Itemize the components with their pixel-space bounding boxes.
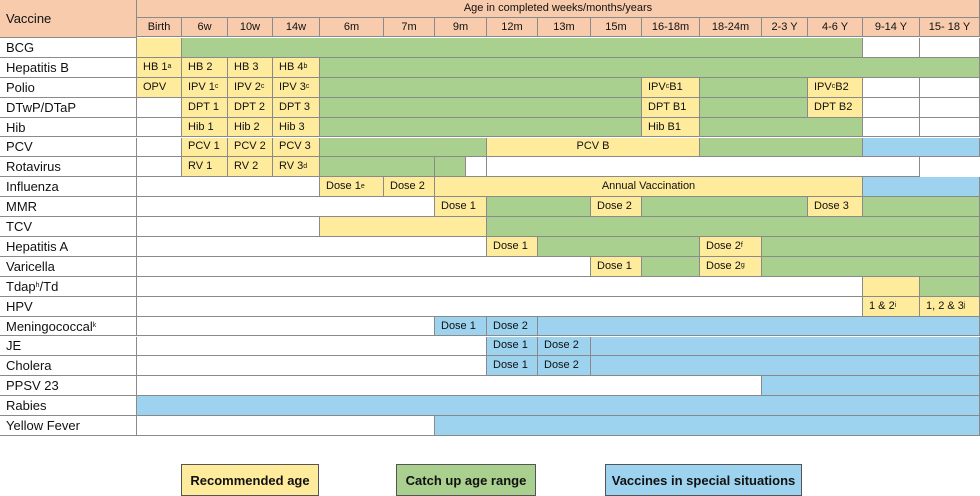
schedule-cell-dose: [182, 58, 228, 78]
column-header: [591, 18, 642, 37]
schedule-cell: [320, 138, 487, 158]
vaccine-name: [0, 396, 137, 416]
vaccine-name: [0, 157, 137, 177]
schedule-cell: [538, 317, 980, 337]
column-header: [487, 18, 538, 37]
column-header-label: 15m: [605, 20, 627, 33]
schedule-cell-dose: HB 4 b: [273, 58, 320, 78]
dose-label: Dose 1: [493, 339, 528, 352]
vaccine-name-label: DTwP/DTaP: [6, 99, 77, 115]
column-header: [384, 18, 435, 37]
legend-recommended-label: Recommended age: [190, 472, 310, 488]
schedule-cell: [700, 118, 863, 138]
schedule-cell: [320, 118, 642, 138]
schedule-cell: [863, 38, 920, 58]
dose-label-suffix: B1: [669, 80, 683, 93]
schedule-cell: [137, 157, 182, 177]
schedule-cell: [320, 157, 435, 177]
vaccine-name-label: PCV: [6, 139, 33, 155]
schedule-cell-dose: [228, 58, 273, 78]
dose-label: Hib 3: [279, 120, 305, 133]
schedule-cell-dose: [435, 177, 863, 197]
column-header: [435, 18, 487, 37]
vaccine-column-header: [0, 0, 137, 38]
schedule-cell: [137, 317, 435, 337]
legend-catch-up-label: Catch up age range: [405, 472, 527, 488]
column-header-label: 4-6 Y: [821, 20, 849, 33]
column-header: [182, 18, 228, 37]
schedule-cell: [137, 118, 182, 138]
column-header-label: 6w: [197, 20, 212, 33]
vaccine-name: [0, 118, 137, 138]
schedule-cell: [863, 78, 920, 98]
vaccine-name: [0, 98, 137, 118]
column-header-label: 9m: [452, 20, 469, 33]
vaccine-name-label: Meningococcal: [6, 318, 93, 334]
column-header: [538, 18, 591, 37]
schedule-cell-dose: IPV 1 c: [182, 78, 228, 98]
dose-label: DPT B2: [814, 100, 853, 113]
schedule-cell-dose: [273, 98, 320, 118]
schedule-cell-dose: [228, 118, 273, 138]
dose-label: 1, 2 & 3: [926, 299, 964, 312]
schedule-cell-dose: [273, 118, 320, 138]
schedule-cell-dose: [435, 317, 487, 337]
vaccine-name-label: Influenza: [6, 179, 59, 195]
dose-label: Dose 2: [390, 180, 425, 193]
dose-label: OPV: [143, 80, 167, 93]
schedule-cell-dose: [808, 98, 863, 118]
schedule-cell-dose: RV 3 d: [273, 157, 320, 177]
column-header-label: 15- 18 Y: [928, 20, 971, 33]
schedule-cell-dose: [182, 98, 228, 118]
vaccine-name: [0, 78, 137, 98]
vaccine-name-label: Rabies: [6, 398, 47, 414]
schedule-cell: [642, 257, 700, 277]
dose-label: Dose 1: [493, 359, 528, 372]
schedule-cell: [642, 197, 808, 217]
column-header: [863, 18, 920, 37]
dose-label: RV 1: [188, 160, 213, 173]
column-header-label: 2-3 Y: [771, 20, 798, 33]
dose-label-suffix: B2: [835, 80, 849, 93]
schedule-cell: [137, 356, 487, 376]
schedule-cell: [182, 38, 863, 58]
dose-label: Dose 3: [814, 200, 849, 213]
schedule-cell: [320, 217, 487, 237]
dose-label: IPV: [814, 80, 832, 93]
schedule-cell-dose: Dose 1 e: [320, 177, 384, 197]
schedule-cell: [137, 257, 591, 277]
dose-label: Dose 2: [493, 319, 528, 332]
column-header-label: Birth: [147, 20, 171, 33]
dose-label: PCV 2: [234, 140, 266, 153]
schedule-cell: [435, 416, 980, 436]
dose-label: Dose 2: [544, 359, 579, 372]
schedule-cell-dose: [487, 138, 700, 158]
vaccine-name: [0, 257, 137, 277]
column-header-label: 13m: [553, 20, 575, 33]
dose-label: Dose 1: [493, 239, 528, 252]
schedule-cell-dose: [487, 317, 538, 337]
column-header: [273, 18, 320, 37]
schedule-cell: [487, 217, 980, 237]
schedule-cell: [762, 376, 980, 396]
schedule-cell: [137, 337, 487, 357]
schedule-cell: [137, 277, 863, 297]
column-header: [762, 18, 808, 37]
schedule-cell: [137, 396, 980, 416]
vaccine-name: [0, 58, 137, 78]
schedule-cell: [137, 217, 320, 237]
schedule-cell-dose: Dose 2 g: [700, 257, 762, 277]
schedule-cell-dose: [487, 337, 538, 357]
schedule-cell-dose: [384, 177, 435, 197]
schedule-cell-dose: [273, 138, 320, 158]
legend-catch-up-range: [396, 464, 536, 496]
schedule-cell-dose: IPV c B1: [642, 78, 700, 98]
vaccine-name-label: PPSV 23: [6, 378, 59, 394]
schedule-cell-dose: [642, 118, 700, 138]
dose-label: Hib 2: [234, 120, 260, 133]
schedule-cell-dose: [182, 157, 228, 177]
dose-label: RV 3: [279, 160, 304, 173]
vaccine-name-label: Hepatitis B: [6, 59, 69, 75]
dose-label: IPV: [648, 80, 666, 93]
schedule-cell-dose: [228, 138, 273, 158]
vaccine-name-label: Hepatitis A: [6, 238, 69, 254]
schedule-cell: [137, 138, 182, 158]
column-header-label: 14w: [285, 20, 307, 33]
vaccine-name-label: BCG: [6, 39, 35, 55]
vaccine-name: [0, 197, 137, 217]
dose-label: Dose 2: [597, 200, 632, 213]
dose-label: Dose 2: [544, 339, 579, 352]
dose-label: PCV B: [576, 140, 610, 153]
legend-special-situations: [605, 464, 802, 496]
column-header-label: 16-18m: [651, 20, 690, 33]
schedule-cell: [137, 376, 762, 396]
schedule-cell-dose: 1 & 2 i: [863, 297, 920, 317]
schedule-cell: [920, 98, 980, 118]
schedule-cell-dose: [591, 197, 642, 217]
schedule-cell: [863, 177, 980, 197]
dose-label: IPV 3: [279, 80, 306, 93]
column-header-label: 12m: [501, 20, 523, 33]
schedule-cell: [920, 118, 980, 138]
schedule-cell: [538, 237, 700, 257]
column-header-label: 6m: [343, 20, 360, 33]
vaccine-name-label: Tdap: [6, 278, 36, 294]
legend-recommended-age: [181, 464, 319, 496]
schedule-cell-dose: [137, 78, 182, 98]
column-header: [137, 18, 182, 37]
schedule-cell-dose: 1, 2 & 3 j: [920, 297, 980, 317]
dose-label: PCV 3: [279, 140, 311, 153]
schedule-cell: [700, 78, 808, 98]
schedule-cell: [137, 416, 435, 436]
column-header: [228, 18, 273, 37]
schedule-cell-dose: [538, 356, 591, 376]
schedule-cell: [320, 78, 642, 98]
schedule-cell: [320, 98, 642, 118]
dose-label: HB 2: [188, 60, 213, 73]
vaccine-name-label: HPV: [6, 298, 33, 314]
dose-label: DPT 3: [279, 100, 310, 113]
vaccine-name: [0, 138, 137, 158]
schedule-cell-dose: [487, 356, 538, 376]
vaccine-header-label: Vaccine: [6, 11, 52, 26]
schedule-cell: [700, 138, 863, 158]
schedule-cell-dose: IPV c B2: [808, 78, 863, 98]
dose-label: Dose 2: [706, 259, 741, 272]
dose-label: Annual Vaccination: [601, 180, 696, 193]
schedule-cell: [137, 237, 487, 257]
dose-label: Dose 1: [326, 180, 361, 193]
dose-label: HB 4: [279, 60, 304, 73]
schedule-cell: [920, 78, 980, 98]
dose-label: Dose 1: [597, 259, 632, 272]
dose-label: IPV 2: [234, 80, 261, 93]
dose-label: DPT B1: [648, 100, 687, 113]
schedule-cell-dose: [591, 257, 642, 277]
dose-label: RV 2: [234, 160, 259, 173]
schedule-cell: [700, 98, 808, 118]
vaccine-name: [0, 416, 137, 436]
dose-label: DPT 2: [234, 100, 265, 113]
vaccine-name-label: MMR: [6, 199, 38, 215]
schedule-cell: [466, 157, 487, 177]
schedule-cell-dose: [228, 157, 273, 177]
column-header: [920, 18, 980, 37]
vaccine-name: [0, 356, 137, 376]
vaccine-name: [0, 337, 137, 357]
vaccine-name: [0, 376, 137, 396]
schedule-cell-dose: [538, 337, 591, 357]
schedule-cell-dose: [435, 197, 487, 217]
schedule-cell-dose: [182, 138, 228, 158]
schedule-cell: [591, 337, 980, 357]
age-header: [137, 0, 980, 18]
schedule-cell-dose: Dose 2 f: [700, 237, 762, 257]
vaccine-name: [0, 297, 137, 317]
column-header: [320, 18, 384, 37]
vaccine-name: [0, 177, 137, 197]
dose-label: HB 3: [234, 60, 259, 73]
schedule-cell: [137, 98, 182, 118]
vaccine-name: [0, 217, 137, 237]
column-header: [700, 18, 762, 37]
schedule-cell-dose: [487, 237, 538, 257]
schedule-cell: [137, 197, 435, 217]
schedule-cell-dose: [228, 98, 273, 118]
schedule-cell-dose: HB 1 a: [137, 58, 182, 78]
dose-label: IPV 1: [188, 80, 215, 93]
schedule-cell: [863, 118, 920, 138]
vaccine-name-label: Varicella: [6, 258, 55, 274]
vaccine-name-label-suffix: /Td: [39, 278, 59, 294]
schedule-cell: [863, 98, 920, 118]
schedule-cell: [920, 277, 980, 297]
vaccine-name: [0, 38, 137, 58]
dose-label: Dose 1: [441, 319, 476, 332]
schedule-cell: [762, 237, 980, 257]
dose-label: Hib B1: [648, 120, 682, 133]
schedule-cell: [863, 197, 980, 217]
dose-label: PCV 1: [188, 140, 220, 153]
column-header: [808, 18, 863, 37]
age-header-label: Age in completed weeks/months/years: [463, 2, 653, 14]
schedule-cell: [920, 38, 980, 58]
column-header-label: 7m: [401, 20, 417, 33]
vaccine-name-label: Cholera: [6, 358, 52, 374]
vaccine-name-label: Polio: [6, 79, 35, 95]
schedule-cell-dose: IPV 2 c: [228, 78, 273, 98]
dose-label: Dose 1: [441, 200, 476, 213]
schedule-cell: [137, 297, 863, 317]
schedule-cell: [137, 177, 320, 197]
vaccine-name-label: Yellow Fever: [6, 418, 80, 434]
column-header-label: 9-14 Y: [874, 20, 908, 33]
column-header-label: 18-24m: [711, 20, 750, 33]
schedule-cell-dose: IPV 3 c: [273, 78, 320, 98]
vaccine-name: Meningococcal k: [0, 317, 137, 337]
dose-label: Dose 2: [706, 239, 741, 252]
vaccine-name: Tdap h /Td: [0, 277, 137, 297]
schedule-cell: [137, 38, 182, 58]
dose-label: DPT 1: [188, 100, 219, 113]
column-header-label: 10w: [239, 20, 261, 33]
schedule-cell-dose: [182, 118, 228, 138]
schedule-cell: [435, 157, 466, 177]
legend-special-label: Vaccines in special situations: [611, 472, 796, 488]
column-header: [642, 18, 700, 37]
schedule-cell: [863, 277, 920, 297]
schedule-cell-dose: [808, 197, 863, 217]
dose-label: HB 1: [143, 60, 168, 73]
vaccine-name-label: JE: [6, 338, 22, 354]
schedule-cell: [863, 138, 980, 158]
schedule-cell: [320, 58, 980, 78]
vaccine-name-label: TCV: [6, 219, 32, 235]
schedule-cell: [591, 356, 980, 376]
dose-label: 1 & 2: [869, 299, 895, 312]
vaccine-name-label: Hib: [6, 119, 26, 135]
schedule-cell: [487, 197, 591, 217]
vaccine-name-label: Rotavirus: [6, 159, 61, 175]
vaccine-name: [0, 237, 137, 257]
schedule-cell-dose: [642, 98, 700, 118]
dose-label: Hib 1: [188, 120, 214, 133]
schedule-cell: [762, 257, 980, 277]
schedule-cell: [487, 157, 920, 177]
